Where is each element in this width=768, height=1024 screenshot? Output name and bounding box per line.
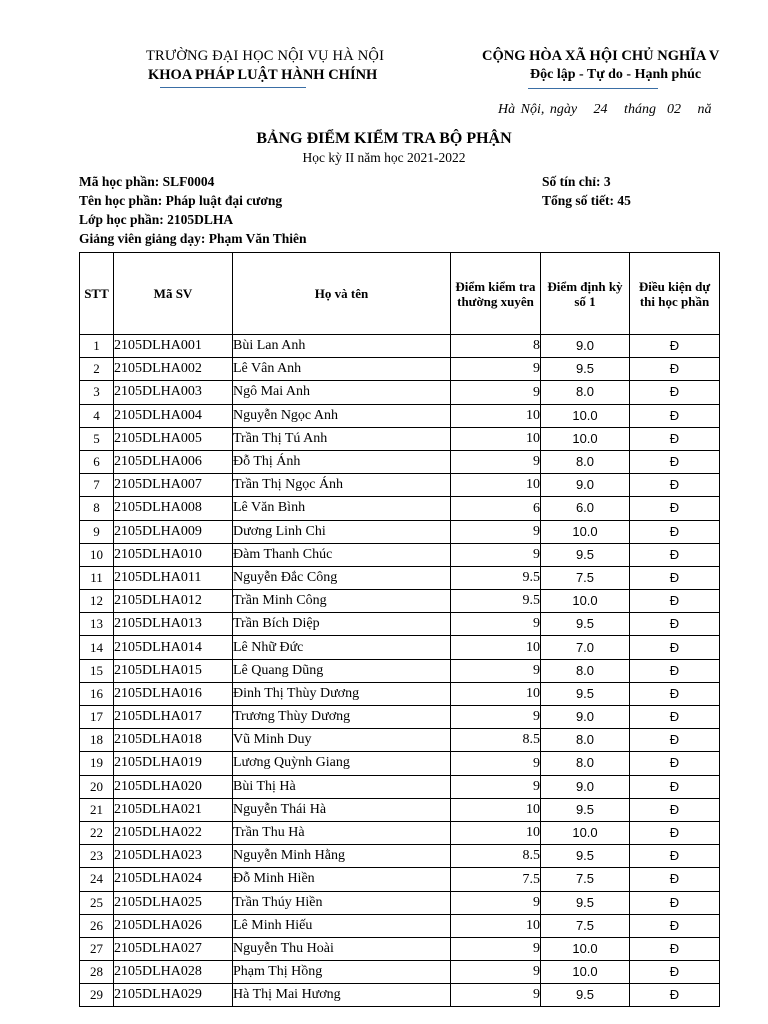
row-periodic-score: 9.5 xyxy=(541,613,630,636)
row-regular-score: 9 xyxy=(451,775,541,798)
row-full-name: Nguyễn Đắc Công xyxy=(233,566,451,589)
row-regular-score: 9 xyxy=(451,543,541,566)
row-student-id: 2105DLHA020 xyxy=(114,775,233,798)
row-full-name: Đàm Thanh Chúc xyxy=(233,543,451,566)
row-periodic-score: 7.0 xyxy=(541,636,630,659)
row-regular-score: 9 xyxy=(451,891,541,914)
row-eligibility: Đ xyxy=(630,937,720,960)
row-eligibility: Đ xyxy=(630,450,720,473)
row-full-name: Lê Nhữ Đức xyxy=(233,636,451,659)
page-subtitle: Học kỳ II năm học 2021-2022 xyxy=(302,150,466,165)
row-full-name: Nguyễn Minh Hằng xyxy=(233,845,451,868)
course-name: Tên học phần: Pháp luật đại cương xyxy=(79,193,283,208)
row-periodic-score: 10.0 xyxy=(541,427,630,450)
row-student-id: 2105DLHA023 xyxy=(114,845,233,868)
row-student-id: 2105DLHA001 xyxy=(114,335,233,358)
grade-table-body xyxy=(80,335,720,1007)
row-stt: 13 xyxy=(80,613,114,636)
row-full-name: Lê Vân Anh xyxy=(233,358,451,381)
row-regular-score: 10 xyxy=(451,798,541,821)
row-periodic-score: 9.5 xyxy=(541,984,630,1007)
row-periodic-score: 10.0 xyxy=(541,404,630,427)
row-stt: 11 xyxy=(80,566,114,589)
row-student-id: 2105DLHA008 xyxy=(114,497,233,520)
row-stt: 8 xyxy=(80,497,114,520)
row-stt: 12 xyxy=(80,590,114,613)
row-full-name: Bùi Thị Hà xyxy=(233,775,451,798)
credits: Số tín chỉ: 3 xyxy=(542,174,611,189)
row-stt: 4 xyxy=(80,404,114,427)
national-motto: Độc lập - Tự do - Hạnh phúc xyxy=(530,67,702,82)
row-periodic-score: 10.0 xyxy=(541,821,630,844)
row-stt: 16 xyxy=(80,682,114,705)
motto-underline xyxy=(528,88,658,89)
row-regular-score: 6 xyxy=(451,497,541,520)
table-row xyxy=(80,729,720,752)
row-regular-score: 9 xyxy=(451,752,541,775)
row-stt: 25 xyxy=(80,891,114,914)
row-student-id: 2105DLHA016 xyxy=(114,682,233,705)
grade-table xyxy=(79,252,720,1007)
course-code: Mã học phần: SLF0004 xyxy=(79,174,215,189)
table-row xyxy=(80,845,720,868)
row-regular-score: 9 xyxy=(451,961,541,984)
row-stt: 9 xyxy=(80,520,114,543)
faculty-underline xyxy=(160,87,306,88)
row-eligibility: Đ xyxy=(630,566,720,589)
row-full-name: Phạm Thị Hồng xyxy=(233,961,451,984)
row-periodic-score: 9.5 xyxy=(541,543,630,566)
header-full-name: Họ và tên xyxy=(233,253,451,335)
row-eligibility: Đ xyxy=(630,590,720,613)
row-student-id: 2105DLHA004 xyxy=(114,404,233,427)
row-eligibility: Đ xyxy=(630,914,720,937)
table-row xyxy=(80,497,720,520)
row-eligibility: Đ xyxy=(630,961,720,984)
row-eligibility: Đ xyxy=(630,775,720,798)
row-regular-score: 10 xyxy=(451,427,541,450)
row-periodic-score: 9.5 xyxy=(541,798,630,821)
row-stt: 18 xyxy=(80,729,114,752)
row-stt: 7 xyxy=(80,474,114,497)
row-full-name: Lê Minh Hiếu xyxy=(233,914,451,937)
row-eligibility: Đ xyxy=(630,682,720,705)
row-eligibility: Đ xyxy=(630,474,720,497)
row-regular-score: 9 xyxy=(451,659,541,682)
row-full-name: Đỗ Minh Hiền xyxy=(233,868,451,891)
row-full-name: Hà Thị Mai Hương xyxy=(233,984,451,1007)
row-regular-score: 10 xyxy=(451,474,541,497)
row-student-id: 2105DLHA029 xyxy=(114,984,233,1007)
faculty-name: KHOA PHÁP LUẬT HÀNH CHÍNH xyxy=(148,67,378,83)
row-stt: 27 xyxy=(80,937,114,960)
row-regular-score: 10 xyxy=(451,914,541,937)
table-row xyxy=(80,404,720,427)
row-periodic-score: 7.5 xyxy=(541,914,630,937)
row-periodic-score: 8.0 xyxy=(541,450,630,473)
header-stt: STT xyxy=(80,253,114,335)
row-full-name: Trần Thị Tú Anh xyxy=(233,427,451,450)
row-student-id: 2105DLHA012 xyxy=(114,590,233,613)
row-student-id: 2105DLHA019 xyxy=(114,752,233,775)
row-regular-score: 9 xyxy=(451,706,541,729)
row-eligibility: Đ xyxy=(630,821,720,844)
row-student-id: 2105DLHA011 xyxy=(114,566,233,589)
row-student-id: 2105DLHA021 xyxy=(114,798,233,821)
row-periodic-score: 7.5 xyxy=(541,868,630,891)
row-eligibility: Đ xyxy=(630,543,720,566)
row-student-id: 2105DLHA028 xyxy=(114,961,233,984)
row-student-id: 2105DLHA010 xyxy=(114,543,233,566)
table-row xyxy=(80,636,720,659)
row-full-name: Nguyễn Thu Hoài xyxy=(233,937,451,960)
class-code: Lớp học phần: 2105DLHA xyxy=(79,212,234,227)
table-row xyxy=(80,798,720,821)
row-stt: 22 xyxy=(80,821,114,844)
row-full-name: Đinh Thị Thùy Dương xyxy=(233,682,451,705)
row-stt: 1 xyxy=(80,335,114,358)
row-eligibility: Đ xyxy=(630,845,720,868)
table-row xyxy=(80,450,720,473)
table-row xyxy=(80,381,720,404)
row-student-id: 2105DLHA007 xyxy=(114,474,233,497)
row-stt: 26 xyxy=(80,914,114,937)
row-student-id: 2105DLHA027 xyxy=(114,937,233,960)
row-stt: 19 xyxy=(80,752,114,775)
table-row xyxy=(80,914,720,937)
row-stt: 15 xyxy=(80,659,114,682)
row-regular-score: 9 xyxy=(451,381,541,404)
row-student-id: 2105DLHA014 xyxy=(114,636,233,659)
row-full-name: Trần Thúy Hiền xyxy=(233,891,451,914)
row-stt: 21 xyxy=(80,798,114,821)
row-periodic-score: 9.0 xyxy=(541,775,630,798)
row-eligibility: Đ xyxy=(630,381,720,404)
row-periodic-score: 8.0 xyxy=(541,729,630,752)
row-regular-score: 10 xyxy=(451,636,541,659)
row-stt: 6 xyxy=(80,450,114,473)
row-student-id: 2105DLHA015 xyxy=(114,659,233,682)
row-full-name: Lương Quỳnh Giang xyxy=(233,752,451,775)
row-regular-score: 9.5 xyxy=(451,590,541,613)
row-eligibility: Đ xyxy=(630,868,720,891)
row-periodic-score: 9.5 xyxy=(541,845,630,868)
row-regular-score: 8.5 xyxy=(451,845,541,868)
row-regular-score: 9 xyxy=(451,520,541,543)
row-periodic-score: 9.0 xyxy=(541,706,630,729)
table-row xyxy=(80,984,720,1007)
row-full-name: Lê Văn Bình xyxy=(233,497,451,520)
row-stt: 14 xyxy=(80,636,114,659)
row-periodic-score: 10.0 xyxy=(541,937,630,960)
row-student-id: 2105DLHA009 xyxy=(114,520,233,543)
table-row xyxy=(80,358,720,381)
table-row xyxy=(80,821,720,844)
header-eligibility: Điều kiện dự thi học phần xyxy=(630,253,720,335)
row-regular-score: 8.5 xyxy=(451,729,541,752)
row-eligibility: Đ xyxy=(630,752,720,775)
row-periodic-score: 9.5 xyxy=(541,358,630,381)
header-student-id: Mã SV xyxy=(114,253,233,335)
row-eligibility: Đ xyxy=(630,706,720,729)
row-regular-score: 10 xyxy=(451,404,541,427)
row-full-name: Dương Linh Chi xyxy=(233,520,451,543)
row-stt: 17 xyxy=(80,706,114,729)
row-eligibility: Đ xyxy=(630,520,720,543)
row-stt: 2 xyxy=(80,358,114,381)
document-date: Hà Nội, ngày 24 tháng 02 nă xyxy=(498,102,712,117)
row-stt: 20 xyxy=(80,775,114,798)
page-title: BẢNG ĐIỂM KIỂM TRA BỘ PHẬN xyxy=(256,130,512,147)
row-regular-score: 9.5 xyxy=(451,566,541,589)
row-regular-score: 9 xyxy=(451,450,541,473)
table-row xyxy=(80,659,720,682)
row-regular-score: 8 xyxy=(451,335,541,358)
row-regular-score: 9 xyxy=(451,984,541,1007)
row-periodic-score: 9.5 xyxy=(541,891,630,914)
row-full-name: Trần Thu Hà xyxy=(233,821,451,844)
row-eligibility: Đ xyxy=(630,427,720,450)
row-student-id: 2105DLHA024 xyxy=(114,868,233,891)
row-stt: 28 xyxy=(80,961,114,984)
row-stt: 29 xyxy=(80,984,114,1007)
row-full-name: Trần Minh Công xyxy=(233,590,451,613)
row-regular-score: 7.5 xyxy=(451,868,541,891)
row-student-id: 2105DLHA017 xyxy=(114,706,233,729)
row-periodic-score: 8.0 xyxy=(541,659,630,682)
table-row xyxy=(80,891,720,914)
row-full-name: Đỗ Thị Ánh xyxy=(233,450,451,473)
row-full-name: Nguyễn Ngọc Anh xyxy=(233,404,451,427)
row-student-id: 2105DLHA002 xyxy=(114,358,233,381)
row-full-name: Vũ Minh Duy xyxy=(233,729,451,752)
university-name: TRƯỜNG ĐẠI HỌC NỘI VỤ HÀ NỘI xyxy=(146,48,385,64)
table-row xyxy=(80,474,720,497)
row-eligibility: Đ xyxy=(630,798,720,821)
table-row xyxy=(80,543,720,566)
row-full-name: Ngô Mai Anh xyxy=(233,381,451,404)
table-row xyxy=(80,706,720,729)
row-stt: 24 xyxy=(80,868,114,891)
row-full-name: Bùi Lan Anh xyxy=(233,335,451,358)
table-row xyxy=(80,752,720,775)
row-student-id: 2105DLHA026 xyxy=(114,914,233,937)
header-periodic-score: Điểm định kỳ số 1 xyxy=(541,253,630,335)
row-periodic-score: 10.0 xyxy=(541,961,630,984)
row-periodic-score: 8.0 xyxy=(541,381,630,404)
row-stt: 5 xyxy=(80,427,114,450)
row-eligibility: Đ xyxy=(630,404,720,427)
row-regular-score: 9 xyxy=(451,613,541,636)
table-header-row xyxy=(80,253,720,335)
row-stt: 23 xyxy=(80,845,114,868)
table-row xyxy=(80,427,720,450)
row-student-id: 2105DLHA018 xyxy=(114,729,233,752)
row-regular-score: 10 xyxy=(451,821,541,844)
table-row xyxy=(80,937,720,960)
national-title: CỘNG HÒA XÃ HỘI CHỦ NGHĨA V xyxy=(482,48,720,64)
row-eligibility: Đ xyxy=(630,729,720,752)
row-stt: 10 xyxy=(80,543,114,566)
row-full-name: Nguyễn Thái Hà xyxy=(233,798,451,821)
row-student-id: 2105DLHA013 xyxy=(114,613,233,636)
row-regular-score: 9 xyxy=(451,937,541,960)
row-eligibility: Đ xyxy=(630,984,720,1007)
row-eligibility: Đ xyxy=(630,613,720,636)
row-full-name: Trần Thị Ngọc Ánh xyxy=(233,474,451,497)
row-eligibility: Đ xyxy=(630,335,720,358)
row-periodic-score: 6.0 xyxy=(541,497,630,520)
row-full-name: Lê Quang Dũng xyxy=(233,659,451,682)
row-eligibility: Đ xyxy=(630,358,720,381)
row-regular-score: 9 xyxy=(451,358,541,381)
row-periodic-score: 10.0 xyxy=(541,590,630,613)
table-row xyxy=(80,590,720,613)
table-row xyxy=(80,775,720,798)
table-row xyxy=(80,868,720,891)
row-stt: 3 xyxy=(80,381,114,404)
row-periodic-score: 7.5 xyxy=(541,566,630,589)
table-row xyxy=(80,520,720,543)
row-eligibility: Đ xyxy=(630,636,720,659)
row-periodic-score: 10.0 xyxy=(541,520,630,543)
row-student-id: 2105DLHA022 xyxy=(114,821,233,844)
row-regular-score: 10 xyxy=(451,682,541,705)
lecturer-name: Giảng viên giảng dạy: Phạm Văn Thiên xyxy=(79,231,307,246)
total-periods: Tổng số tiết: 45 xyxy=(542,193,631,208)
table-row xyxy=(80,335,720,358)
row-student-id: 2105DLHA003 xyxy=(114,381,233,404)
row-full-name: Trương Thùy Dương xyxy=(233,706,451,729)
row-periodic-score: 8.0 xyxy=(541,752,630,775)
row-student-id: 2105DLHA006 xyxy=(114,450,233,473)
table-row xyxy=(80,613,720,636)
row-full-name: Trần Bích Diệp xyxy=(233,613,451,636)
row-periodic-score: 9.5 xyxy=(541,682,630,705)
table-row xyxy=(80,566,720,589)
row-periodic-score: 9.0 xyxy=(541,474,630,497)
row-periodic-score: 9.0 xyxy=(541,335,630,358)
row-student-id: 2105DLHA025 xyxy=(114,891,233,914)
row-eligibility: Đ xyxy=(630,891,720,914)
table-row xyxy=(80,682,720,705)
table-row xyxy=(80,961,720,984)
header-regular-score: Điểm kiểm tra thường xuyên xyxy=(451,253,541,335)
row-student-id: 2105DLHA005 xyxy=(114,427,233,450)
row-eligibility: Đ xyxy=(630,659,720,682)
row-eligibility: Đ xyxy=(630,497,720,520)
